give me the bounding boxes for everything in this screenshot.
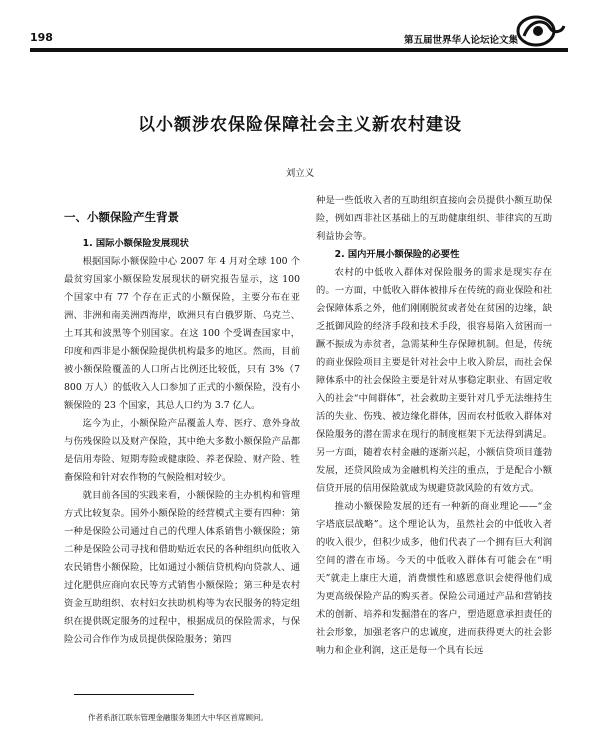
subheading: 2. 国内开展小额保险的必要性 — [334, 249, 460, 260]
section-heading: 一、小额保险产生背景 — [64, 210, 179, 224]
page-number: 198 — [30, 31, 53, 44]
left-column — [64, 192, 300, 649]
article-title: 以小额涉农保险保障社会主义新农村建设 — [138, 115, 462, 135]
paragraph: 种是一些低收入者的互助组织直接向会员提供小额互助保险，例如西非社区基础上的互助健康组织、菲律宾的互助利益协会等。 — [316, 195, 552, 242]
running-title: 第五届世界华人论坛论文集 — [403, 35, 518, 46]
paragraph: 就目前各国的实践来看，小额保险的主办机构和管理方式比较复杂。国外小额保险的经营模式主要有四种：第一种是保险公司通过自己的代理人体系销售小额保险；第二种是保险公司寻找和借助贴近农民的各种组织向低收入农民销售小额保险，比如通过小额信贷机构向贷款人、通过化肥供应商向农民等方式销售小额保险；第三种是农村资金互助组织、农村妇女扶助机构等为农民服务的特定组织在提供既定服务的过程中，根据成员的保险需求，与保险公司合作作为成员提供保险服务；第四 — [64, 490, 300, 645]
author-name: 刘立义 — [285, 168, 315, 179]
paragraph: 迄今为止，小额保险产品覆盖人寿、医疗、意外身故与伤残保险以及财产保险，其中绝大多数小额保险产品都是信用寿险、短期寿险或健康险、养老保险、财产险、牲畜保险和针对农作物的气候险相对较少。 — [64, 418, 300, 483]
paragraph: 根据国际小额保险中心 2007 年 4 月对全球 100 个最贫穷国家小额保险发展现状的研究报告显示，这 100 个国家中有 77 个存在正式的小额保险，主要分布在亚洲、非洲和南美洲西海岸，欧洲只有白俄罗斯、乌克兰、土耳其和波黑等个别国家。在这 100 个受调查国家中，印度和西非是小额保险提供机构最多的地区。然而，目前被小额保险覆盖的人口所占比例还比较低，只有 3%（7 800 万人）的低收入人口参加了正式的小额保险，没有小额保险的 23 个国家，其总人口约为 3.7 亿人。 — [64, 256, 300, 411]
footnote-rule — [74, 694, 194, 695]
header-rule — [30, 48, 568, 52]
conference-logo-icon — [516, 14, 566, 48]
footnote: 作者系浙江联东管理金融服务集团大中华区首席顾问。 — [88, 713, 268, 722]
paragraph: 农村的中低收入群体对保险服务的需求是现实存在的。一方面，中低收入群体被排斥在传统的商业保险和社会保障体系之外，他们刚刚脱贫或者处在贫困的边缘，缺乏抵御风险的经济手段和技术手段，很容易陷入贫困而一蹶不振成为赤贫者，急需某种生存保障机制。但是，传统的商业保险项目主要是针对社会中上收入阶层，而社会保障体系中的社会保险主要是针对从事稳定职业、有固定收入的社会“中间群体”，社会救助主要针对几乎无法维持生活的失业、伤残、被边缘化群体，因而农村低收入群体对保险服务的潜在需求在现行的制度框架下无法得到满足。另一方面，随着农村金融的逐渐兴起，小额信贷项目蓬勃发展，还贷风险成为金融机构关注的重点，于是配合小额信贷开展的信用保险就成为规避贷款风险的有效方式。 — [316, 267, 552, 494]
right-column — [316, 192, 552, 660]
subheading: 1. 国际小额保险发展现状 — [82, 238, 189, 249]
paragraph: 推动小额保险发展的还有一种新的商业理论——“金字塔底层战略”。这个理论认为，虽然社会的中低收入者的收入很少，但积少成多，他们代表了一个拥有巨大利润空间的潜在市场。今天的中低收入群体有可能会在“明天”就走上康庄大道，消费惯性和感恩意识会使得他们成为更高级保险产品的购买者。保险公司通过产品和营销技术的创新、培养和发掘潜在的客户，塑造愿意承担责任的社会形象，加强老客户的忠诚度，进而获得更大的社会影响力和企业利润，这正是每一个具有长远 — [316, 501, 552, 656]
